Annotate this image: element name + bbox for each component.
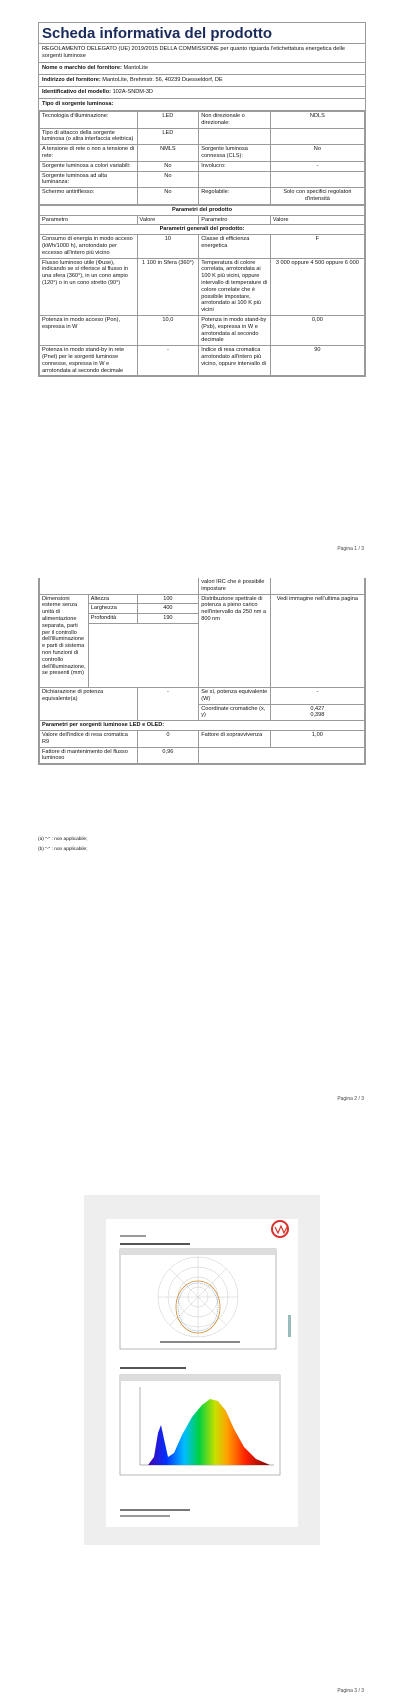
general-param: Classe di efficienza energetica: [199, 235, 271, 258]
equiv-w-value: -: [270, 687, 364, 704]
address-label: Indirizzo del fornitore:: [42, 77, 101, 83]
type-param: Tecnologia d'illuminazione:: [40, 112, 138, 129]
params-header: Parametri del prodotto: [40, 205, 365, 215]
general-value: 3 000 oppure 4 500 oppure 6 000: [270, 258, 364, 315]
r9-value: 0: [137, 730, 199, 747]
led-header: Parametri per sorgenti luminose LED e OLED:: [40, 721, 365, 731]
dimensions-label: Dimensioni esterne senza unità di alimentazione separata, parti per il controllo dell'illuminazione e parti di sistema non funzioni di controllo dell'illuminazione, se presenti (mm): [40, 594, 89, 687]
type-value: [270, 128, 364, 145]
col-header: Parametro: [40, 215, 138, 225]
type-param: Sorgente luminosa connessa (CLS):: [199, 145, 271, 162]
dim-label: Larghezza: [88, 604, 137, 614]
type-table: [39, 111, 365, 205]
type-header: Tipo di sorgente luminosa:: [39, 99, 365, 111]
type-value: No: [137, 161, 199, 171]
type-value: [270, 171, 364, 188]
footnote-b: (b) "-" : non applicabile;: [38, 847, 88, 852]
product-sheet-frame-2: [38, 578, 366, 765]
supplier-label: Nome o marchio del fornitore:: [42, 65, 122, 71]
general-value: 1 100 in Sfera (360°): [137, 258, 199, 315]
type-value: No: [137, 188, 199, 205]
cri-cont-text: valori IRC che è possibile impostare: [199, 578, 271, 594]
equiv-w-label: Se sì, potenza equivalente (W): [199, 687, 271, 704]
regulation-text: REGOLAMENTO DELEGATO (UE) 2019/2015 DELLA COMMISSIONE per quanto riguarda l'etichettatura energetica delle sorgenti luminose: [39, 44, 365, 63]
page-1: [0, 0, 400, 556]
spectral-label: Distribuzione spettrale di potenza a pieno carico nell'intervallo da 250 nm a 800 nm: [199, 594, 271, 687]
product-sheet-frame: [38, 22, 366, 377]
type-param: Regolabile:: [199, 188, 271, 205]
general-param: Potenza in modo stand-by in rete (Pnet) per le sorgenti luminose connesse, espressa in W e arrotondata al secondo decimale: [40, 346, 138, 376]
type-param: Schermo antiriflesso:: [40, 188, 138, 205]
general-param: Consumo di energia in modo acceso (kWh/1000 h), arrotondato per eccesso all'intero più vicino: [40, 235, 138, 258]
general-param: Potenza in modo stand-by (Psb), espressa in W e arrotondata al secondo decimale: [199, 315, 271, 345]
type-row: [40, 128, 365, 145]
spectral-value: Vedi immagine nell'ultima pagina: [270, 594, 364, 687]
page-number: Pagina 3 / 3: [337, 1688, 364, 1694]
type-value: LED: [137, 128, 199, 145]
dim-value: 100: [137, 594, 199, 604]
address-row: [39, 75, 365, 87]
type-row: [40, 112, 365, 129]
type-value: NMLS: [137, 145, 199, 162]
type-value: No: [137, 171, 199, 188]
type-param: [199, 128, 271, 145]
maint-value: 0,96: [137, 747, 199, 764]
general-param: Potenza in modo acceso (Pon), espressa in W: [40, 315, 138, 345]
page-title: Scheda informativa del prodotto: [39, 23, 365, 44]
type-row: [40, 171, 365, 188]
equiv-label: Dichiarazione di potenza equivalente(a): [40, 687, 138, 720]
general-param: Indice di resa cromatica arrotondato all'intero più vicino, oppure intervallo di: [199, 346, 271, 376]
params-table: [39, 205, 365, 377]
general-value: F: [270, 235, 364, 258]
footnote-a: (a) "-" : non applicabile;: [38, 837, 88, 842]
general-row: [40, 315, 365, 345]
type-row: [40, 145, 365, 162]
dim-value: 190: [137, 614, 199, 624]
type-value: LED: [137, 112, 199, 129]
type-param: Sorgente luminosa a colori variabili:: [40, 161, 138, 171]
model-label: Identificativo del modello:: [42, 89, 111, 95]
general-row: [40, 235, 365, 258]
dim-label: Altezza: [88, 594, 137, 604]
survival-label: Fattore di sopravvivenza: [199, 730, 271, 747]
dim-label: Profondità: [88, 614, 137, 624]
type-value: -: [270, 161, 364, 171]
page-number: Pagina 2 / 3: [337, 1096, 364, 1102]
type-param: Non direzionale o direzionale:: [199, 112, 271, 129]
type-param: Involucro:: [199, 161, 271, 171]
type-row: [40, 161, 365, 171]
chroma-value: 0,427 0,398: [270, 704, 364, 721]
supplier-value: MantoLite: [123, 65, 149, 71]
chroma-label: Coordinate cromatiche (x, y): [199, 704, 271, 721]
test-report-graphic: [84, 1195, 320, 1545]
dims-table: [39, 578, 365, 764]
general-row: [40, 346, 365, 376]
equiv-value: -: [137, 687, 199, 720]
dim-value: 400: [137, 604, 199, 614]
general-row: [40, 258, 365, 315]
page-2: [0, 556, 400, 1112]
col-header: Valore: [137, 215, 199, 225]
type-param: A tensione di rete o non a tensione di rete:: [40, 145, 138, 162]
general-header: Parametri generali del prodotto:: [40, 225, 365, 235]
type-value: Solo con specifici regolatori d'intensità: [270, 188, 364, 205]
test-report-image: [84, 1195, 320, 1545]
page-number: Pagina 1 / 3: [337, 546, 364, 552]
model-row: [39, 87, 365, 99]
col-header: Valore: [270, 215, 364, 225]
general-value: 10,0: [137, 315, 199, 345]
general-value: 10: [137, 235, 199, 258]
address-value: MantoLite, Brehmstr. 56, 40239 Duesseldorf, DE: [102, 77, 223, 83]
general-value: 0,00: [270, 315, 364, 345]
maint-label: Fattore di mantenimento del flusso luminoso: [40, 747, 138, 764]
r9-label: Valore dell'indice di resa cromatica R9: [40, 730, 138, 747]
type-row: [40, 188, 365, 205]
type-value: NDLS: [270, 112, 364, 129]
supplier-row: [39, 63, 365, 75]
type-param: Tipo di attacco della sorgente luminosa (o altra interfaccia elettrica): [40, 128, 138, 145]
general-value: -: [137, 346, 199, 376]
type-value: No: [270, 145, 364, 162]
survival-value: 1,00: [270, 730, 364, 747]
general-param: Flusso luminoso utile (Φuse), indicando se si riferisce al flusso in una sfera (360°), in un cono ampio (120°) o in un cono stretto (90°): [40, 258, 138, 315]
model-value: 102A-SNDM-3D: [112, 89, 153, 95]
general-value: 90: [270, 346, 364, 376]
type-param: Sorgente luminosa ad alta luminanza:: [40, 171, 138, 188]
type-param: [199, 171, 271, 188]
general-param: Temperatura di colore correlata, arrotondata ai 100 K più vicini, oppure intervallo di temperature di colore correlate che è possibile impostare, arrotondato ai 100 K più vicini: [199, 258, 271, 315]
col-header: Parametro: [199, 215, 271, 225]
